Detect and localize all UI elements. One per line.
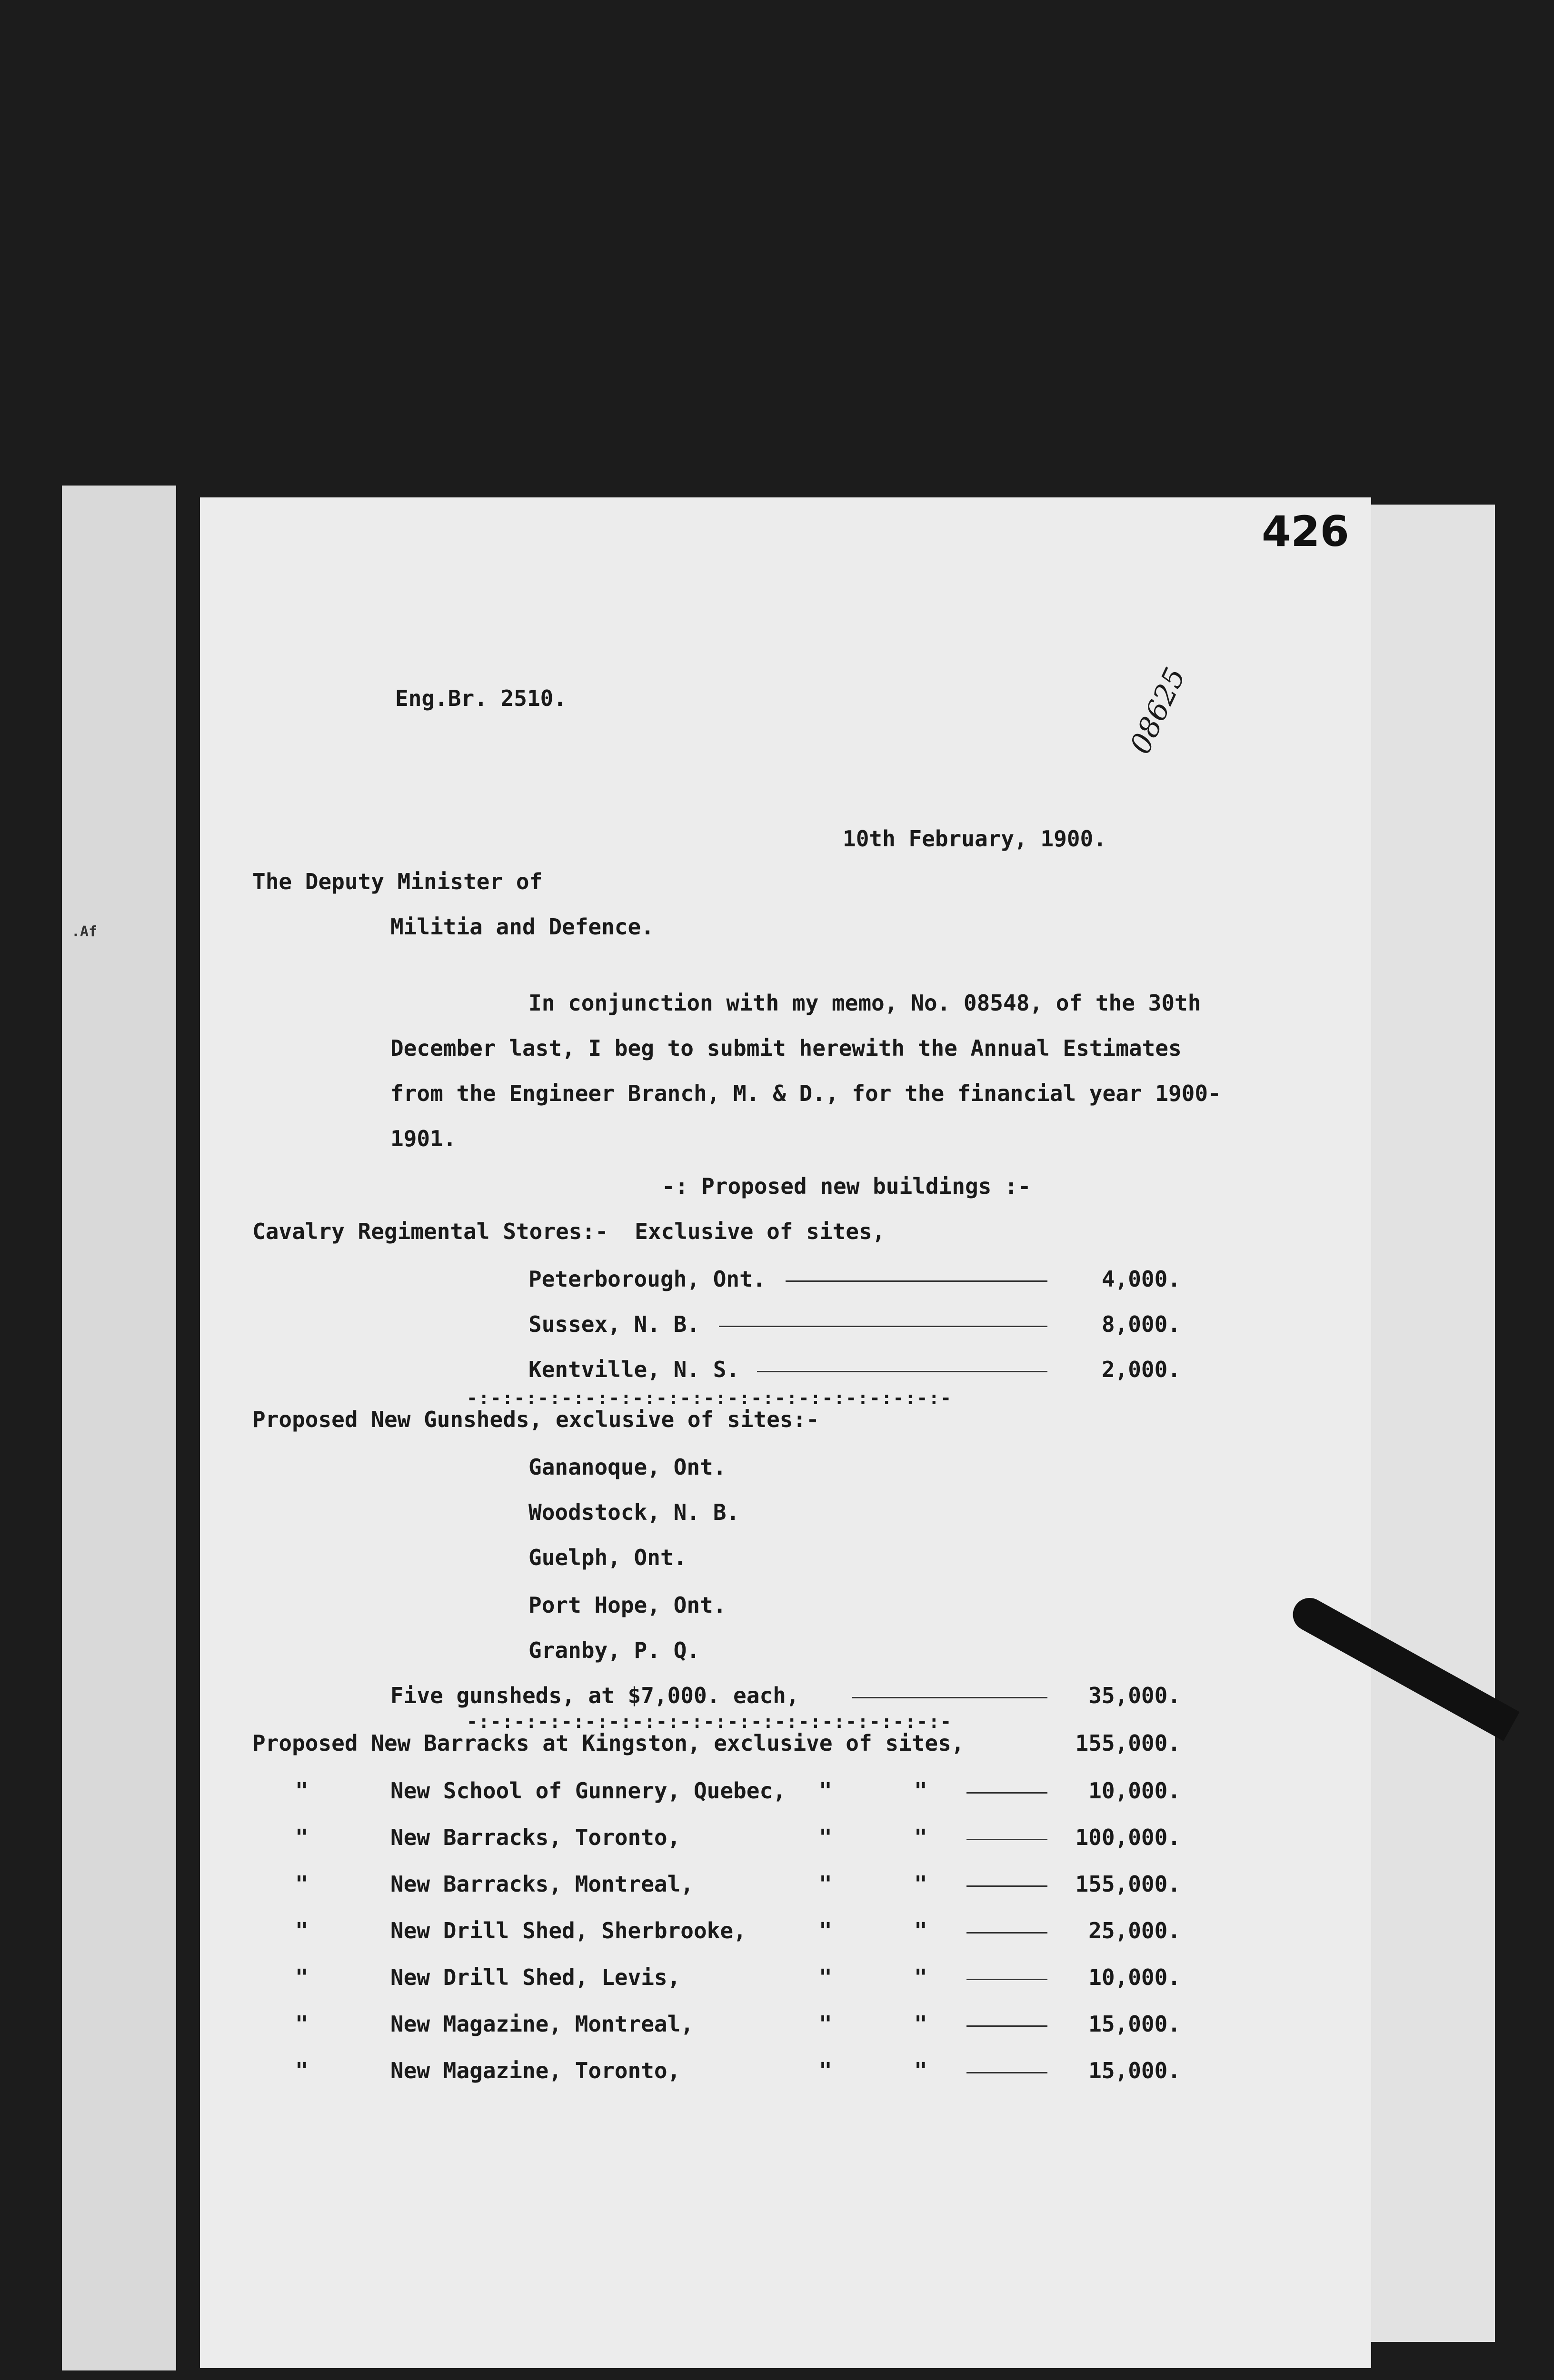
gunshed-place: Granby, P. Q. xyxy=(528,1637,700,1663)
gunsheds-heading: Proposed New Gunsheds, exclusive of sites:- xyxy=(252,1407,819,1432)
cavalry-place: Peterborough, Ont. xyxy=(528,1266,766,1292)
item-amount: 10,000. xyxy=(1088,1778,1181,1804)
item-description: New Magazine, Toronto, xyxy=(390,2058,681,2083)
item-amount: 10,000. xyxy=(1088,1964,1181,1990)
gunshed-place: Gananoque, Ont. xyxy=(528,1454,727,1480)
leader-line xyxy=(966,1885,1047,1887)
item-description: New School of Gunnery, Quebec, xyxy=(390,1778,786,1804)
next-page-edge xyxy=(1371,505,1495,2342)
item-description: New Barracks, Montreal, xyxy=(390,1871,694,1897)
document-page xyxy=(200,497,1371,2368)
strip-mark: .Af xyxy=(71,923,98,940)
item-amount: 155,000. xyxy=(1075,1871,1181,1897)
item-amount: 15,000. xyxy=(1088,2058,1181,2083)
ditto-mark: " xyxy=(295,1964,309,1990)
item-description: New Drill Shed, Sherbrooke, xyxy=(390,1918,747,1944)
ditto-mark: " xyxy=(914,1918,927,1944)
body-line-2: December last, I beg to submit herewith the Annual Estimates xyxy=(390,1035,1182,1061)
item-amount: 15,000. xyxy=(1088,2011,1181,2037)
gunsheds-total-label: Five gunsheds, at $7,000. each, xyxy=(390,1683,799,1708)
page-number: 426 xyxy=(1262,507,1349,556)
addressee-line-1: The Deputy Minister of xyxy=(252,869,543,894)
ditto-mark: " xyxy=(295,2058,309,2083)
leader-line xyxy=(966,2072,1047,2073)
gunsheds-total-amount: 35,000. xyxy=(1088,1683,1181,1708)
ditto-mark: " xyxy=(819,1778,832,1804)
item-description: New Barracks, Toronto, xyxy=(390,1825,681,1850)
barracks-kingston: Proposed New Barracks at Kingston, exclusive of sites, xyxy=(252,1730,965,1756)
item-description: New Magazine, Montreal, xyxy=(390,2011,694,2037)
ditto-mark: " xyxy=(295,1871,309,1897)
letter-date: 10th February, 1900. xyxy=(843,826,1106,852)
file-reference: Eng.Br. 2510. xyxy=(395,685,567,711)
ditto-mark: " xyxy=(914,1871,927,1897)
cavalry-amount: 8,000. xyxy=(1101,1311,1181,1337)
ditto-mark: " xyxy=(819,1871,832,1897)
item-description: New Drill Shed, Levis, xyxy=(390,1964,681,1990)
leader-line xyxy=(966,1932,1047,1934)
leader-line xyxy=(852,1697,1047,1698)
adjacent-page-strip xyxy=(62,486,176,2370)
ditto-mark: " xyxy=(295,1918,309,1944)
ditto-mark: " xyxy=(819,1918,832,1944)
body-line-1: In conjunction with my memo, No. 08548, of the 30th xyxy=(528,990,1201,1016)
ditto-mark: " xyxy=(819,2011,832,2037)
cavalry-amount: 4,000. xyxy=(1101,1266,1181,1292)
handwritten-number: 08625 xyxy=(1124,663,1193,759)
ditto-mark: " xyxy=(914,2011,927,2037)
cavalry-place: Kentville, N. S. xyxy=(528,1357,740,1382)
separator: -:-:-:-:-:-:-:-:-:-:-:-:-:-:-:-:-:-:-:-:- xyxy=(467,1388,952,1408)
gunshed-place: Port Hope, Ont. xyxy=(528,1592,727,1618)
body-line-4: 1901. xyxy=(390,1126,457,1151)
ditto-mark: " xyxy=(819,2058,832,2083)
cavalry-amount: 2,000. xyxy=(1101,1357,1181,1382)
barracks-kingston-amount: 155,000. xyxy=(1075,1730,1181,1756)
ditto-mark: " xyxy=(295,1825,309,1850)
gunshed-place: Guelph, Ont. xyxy=(528,1545,687,1570)
separator: -:-:-:-:-:-:-:-:-:-:-:-:-:-:-:-:-:-:-:-:- xyxy=(467,1711,952,1732)
ditto-mark: " xyxy=(295,2011,309,2037)
body-line-3: from the Engineer Branch, M. & D., for the financial year 1900- xyxy=(390,1081,1221,1106)
item-amount: 25,000. xyxy=(1088,1918,1181,1944)
gunshed-place: Woodstock, N. B. xyxy=(528,1499,740,1525)
ditto-mark: " xyxy=(819,1825,832,1850)
ditto-mark: " xyxy=(819,1964,832,1990)
item-amount: 100,000. xyxy=(1075,1825,1181,1850)
ditto-mark: " xyxy=(914,1964,927,1990)
ditto-mark: " xyxy=(914,1778,927,1804)
ditto-mark: " xyxy=(914,2058,927,2083)
ditto-mark: " xyxy=(914,1825,927,1850)
cavalry-place: Sussex, N. B. xyxy=(528,1311,700,1337)
leader-line xyxy=(966,2025,1047,2027)
leader-line xyxy=(719,1326,1047,1327)
cavalry-heading: Cavalry Regimental Stores:- Exclusive of sites, xyxy=(252,1219,886,1244)
addressee-line-2: Militia and Defence. xyxy=(390,914,654,940)
leader-line xyxy=(786,1280,1047,1282)
section-heading: -: Proposed new buildings :- xyxy=(662,1173,1031,1199)
leader-line xyxy=(966,1979,1047,1980)
leader-line xyxy=(966,1839,1047,1840)
ditto-mark: " xyxy=(295,1778,309,1804)
leader-line xyxy=(757,1371,1047,1372)
leader-line xyxy=(966,1792,1047,1794)
